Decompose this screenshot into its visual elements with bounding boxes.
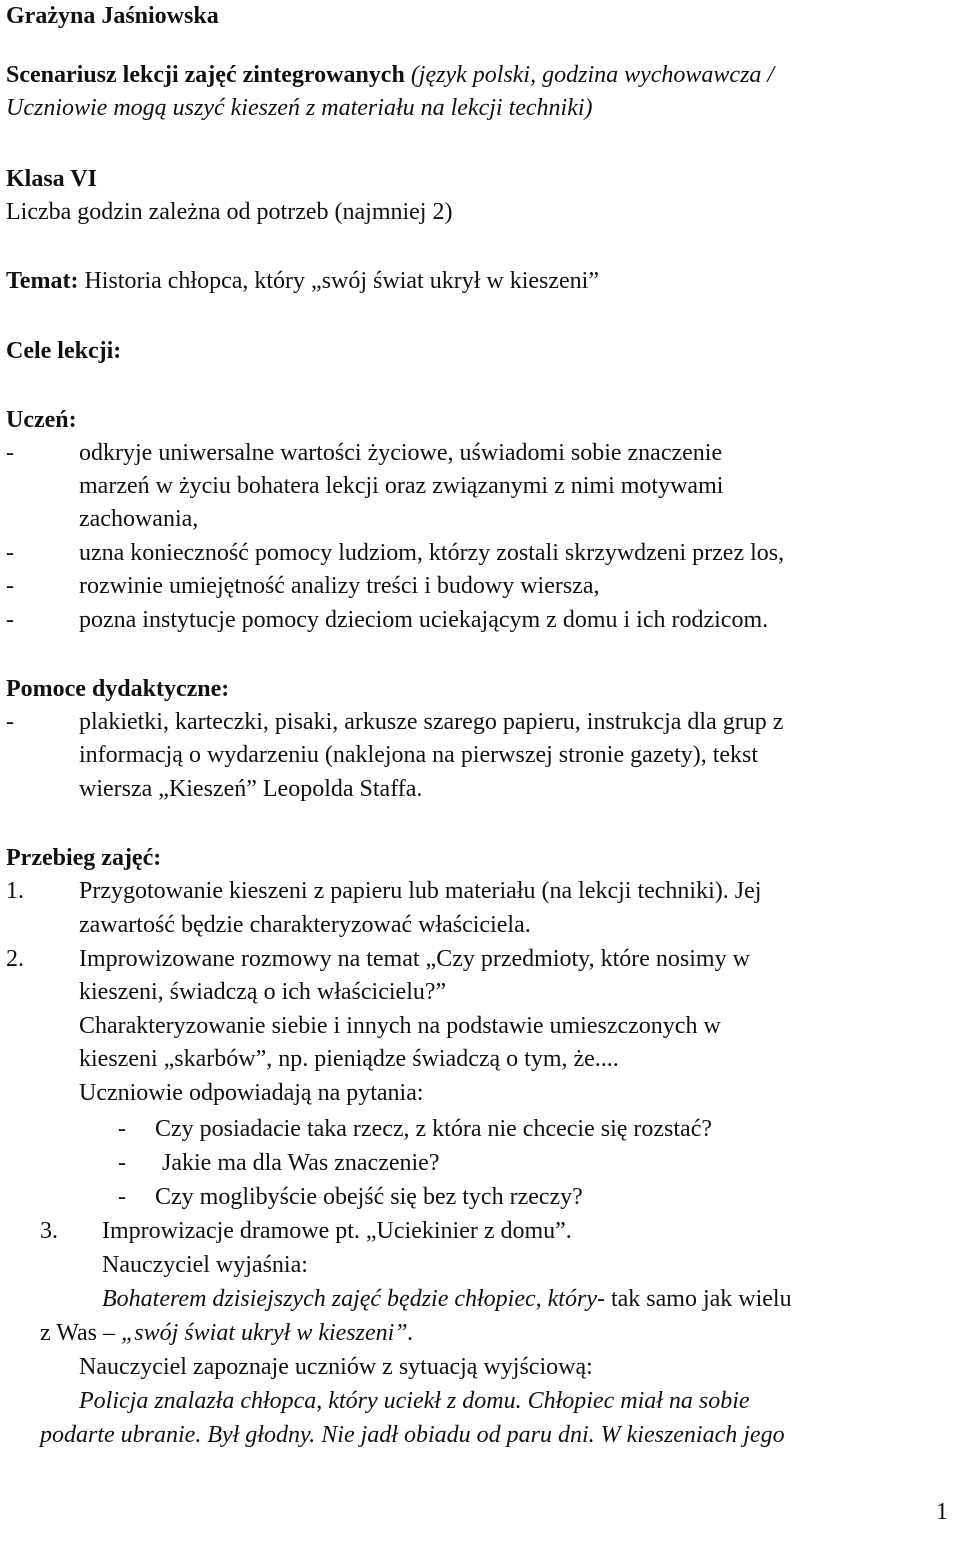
materials-bullet: - <box>6 709 14 735</box>
goal-2-line-1: uzna konieczność pomocy ludziom, którzy zostali skrzywdzeni przez los, <box>79 540 785 566</box>
goal-1-line-1: odkryje uniwersalne wartości życiowe, uświadomi sobie znaczenie <box>79 440 723 466</box>
hours-info: Liczba godzin zależna od potrzeb (najmniej 2) <box>6 199 453 225</box>
materials-heading: Pomoce dydaktyczne: <box>6 676 230 702</box>
hero-quote: „swój świat ukrył w kieszeni”. <box>120 1320 414 1346</box>
goals-heading: Cele lekcji: <box>6 338 122 364</box>
step-2-answer-intro: Uczniowie odpowiadają na pytania: <box>79 1080 424 1106</box>
situation-line-1: Policja znalazła chłopca, który uciekł z domu. Chłopiec miał na sobie <box>79 1388 750 1414</box>
topic-text: Historia chłopca, który „swój świat ukrył w kieszeni” <box>84 268 599 294</box>
page-number: 1 <box>936 1499 948 1525</box>
class-level: Klasa VI <box>6 166 97 192</box>
hero-prefix: z Was – <box>40 1320 121 1346</box>
materials-line-1: plakietki, karteczki, pisaki, arkusze szarego papieru, instrukcja dla grup z <box>79 709 784 735</box>
step-2-line-1: Improwizowane rozmowy na temat „Czy przedmioty, które nosimy w <box>79 946 750 972</box>
situation-line-2: podarte ubranie. Był głodny. Nie jadł obiadu od paru dni. W kieszeniach jego <box>40 1422 785 1448</box>
question-2: Jakie ma dla Was znaczenie? <box>162 1150 440 1176</box>
materials-line-3: wiersza „Kieszeń” Leopolda Staffa. <box>79 776 423 802</box>
goal-3-line-1: rozwinie umiejętność analizy treści i budowy wiersza, <box>79 573 600 599</box>
lesson-topic <box>6 265 599 299</box>
goal-4-line-1: pozna instytucje pomocy dzieciom uciekającym z domu i ich rodzicom. <box>79 607 769 633</box>
student-label: Uczeń: <box>6 407 77 433</box>
step-1-number: 1. <box>6 878 24 904</box>
step-2-line-2: kieszeni, świadczą o ich właścicielu?” <box>79 979 447 1005</box>
title-subtitle: (język polski, godzina wychowawcza / <box>410 62 775 88</box>
question-bullet-3: - <box>118 1184 126 1210</box>
question-3: Czy moglibyście obejść się bez tych rzeczy? <box>155 1184 583 1210</box>
goal-bullet-4: - <box>6 607 14 633</box>
step-1-line-2: zawartość będzie charakteryzować właściciela. <box>79 912 531 938</box>
goal-1-line-3: zachowania, <box>79 506 199 532</box>
step-3-number: 3. <box>40 1218 58 1244</box>
step-1-line-1: Przygotowanie kieszeni z papieru lub materiału (na lekcji techniki). Jej <box>79 878 762 904</box>
procedure-heading: Przebieg zajęć: <box>6 845 162 871</box>
teacher-intro: Nauczyciel zapoznaje uczniów z sytuacją wyjściową: <box>79 1354 593 1380</box>
materials-line-2: informacją o wydarzeniu (naklejona na pierwszej stronie gazety), tekst <box>79 742 759 768</box>
title-subtitle-continued: Uczniowie mogą uszyć kieszeń z materiału na lekcji techniki) <box>6 95 593 121</box>
goal-bullet-1: - <box>6 440 14 466</box>
hero-description-rest: - tak samo jak wielu <box>596 1286 792 1312</box>
step-2-line-4: kieszeni „skarbów”, np. pieniądze świadczą o tym, że.... <box>79 1046 619 1072</box>
goal-bullet-3: - <box>6 573 14 599</box>
topic-label: Temat: <box>6 268 79 294</box>
hero-description <box>102 1283 792 1317</box>
teacher-explains: Nauczyciel wyjaśnia: <box>102 1252 308 1278</box>
title-main: Scenariusz lekcji zajęć zintegrowanych <box>6 62 405 88</box>
document-title <box>6 59 774 93</box>
hero-description-italic: Bohaterem dzisiejszych zajęć będzie chłopiec, który <box>102 1286 597 1312</box>
step-2-line-3: Charakteryzowanie siebie i innych na podstawie umieszczonych w <box>79 1013 721 1039</box>
step-3-title: Improwizacje dramowe pt. „Uciekinier z domu”. <box>102 1218 572 1244</box>
question-bullet-2: - <box>118 1150 126 1176</box>
author-name: Grażyna Jaśniowska <box>6 3 219 29</box>
question-1: Czy posiadacie taka rzecz, z która nie chcecie się rozstać? <box>155 1116 713 1142</box>
goal-bullet-2: - <box>6 540 14 566</box>
goal-1-line-2: marzeń w życiu bohatera lekcji oraz związanymi z nimi motywami <box>79 473 724 499</box>
question-bullet-1: - <box>118 1116 126 1142</box>
hero-description-continued <box>40 1317 414 1351</box>
step-2-number: 2. <box>6 946 24 972</box>
